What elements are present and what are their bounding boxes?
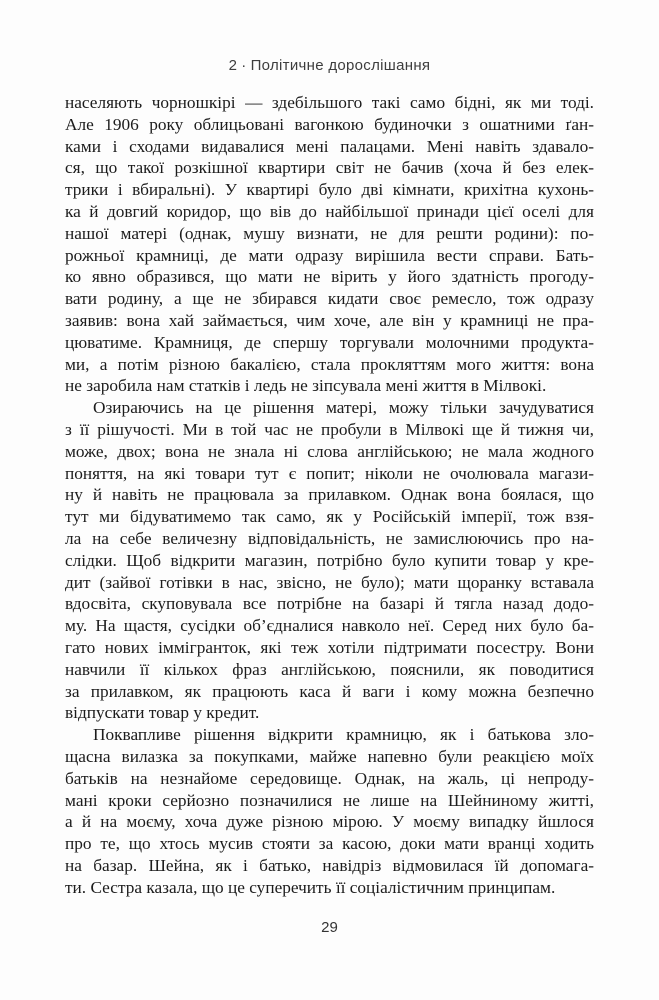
text-line: Озираючись на це рішення матері, можу тільки зачудуватися [93, 398, 594, 418]
text-line: ко явно образився, що мати не вірить у його здатність прогоду- [65, 267, 594, 287]
text-line: відпускати товар у кредит. [65, 703, 260, 723]
text-line: поняття, на які товари тут є попит; ніколи не очолювала магази- [65, 463, 594, 483]
text-line: ка й довгий коридор, що вів до найбільшої принади цієї оселі для [65, 201, 594, 221]
chapter-number: 2 [228, 57, 238, 74]
text-line: заявив: вона хай займається, чим хоче, але він у крамниці не пра- [65, 310, 594, 330]
text-line: Поквапливе рішення відкрити крамницю, як і батькова зло- [93, 725, 594, 745]
text-line: слідки. Щоб відкрити магазин, потрібно було купити товар у кре- [65, 550, 594, 570]
text-line: рожньої крамниці, де мати одразу вирішила вести справи. Бать- [65, 245, 594, 265]
text-line: а й на моєму, хоча дуже різною мірою. У моєму випадку йшлося [65, 812, 594, 832]
text-line: про те, що хтось мусив стояти за касою, доки мати вранці ходить [65, 834, 594, 854]
text-line: нашої матері (однак, мушу визнати, не для решти родини): по- [65, 223, 594, 243]
text-line: дит (зайвої готівки в нас, звісно, не було); мати щоранку вставала [65, 572, 594, 592]
text-line: з її рішучості. Ми в той час не пробули в Мілвокі ще й тижня чи, [65, 419, 594, 439]
text-line: вдосвіта, скуповувала все потрібне на базарі й тягла назад додо- [65, 594, 594, 614]
text-line: Але 1906 року облицьовані вагонкою будиночки з ошатними ґан- [65, 114, 594, 134]
body-text [65, 92, 594, 898]
text-line: тут ми бідуватимемо так само, як у Російській імперії, тож взя- [65, 507, 594, 527]
text-line: ками і сходами видавалися мені палацами. Мені навіть здавало- [65, 136, 594, 156]
running-header [0, 57, 659, 75]
text-line: на базар. Шейна, як і батько, навідріз відмовилася їй допомага- [65, 855, 594, 875]
text-line: ся, що такої розкішної квартири світ не бачив (хоча й без елек- [65, 158, 594, 178]
text-line: гато нових іммігранток, які теж хотіли підтримати посестру. Вони [65, 637, 594, 657]
text-line: щасна вилазка за покупками, майже напевно були реакцією моїх [65, 746, 594, 766]
text-line: мані кроки серйозно позначилися не лише на Шейниному житті, [65, 790, 594, 810]
text-line: ла на себе величезну відповідальність, не замислюючись про на- [65, 528, 594, 548]
text-line: ти. Сестра казала, що це суперечить її соціалістичним принципам. [65, 877, 556, 897]
chapter-title: Політичне дорослішання [250, 57, 431, 74]
text-line: ну й навіть не працювала за прилавком. Однак вона боялася, що [65, 485, 594, 505]
text-line: за прилавком, як працюють каса й ваги і кому можна безпечно [65, 681, 594, 701]
text-line: вати родину, а ще не збирався кидати своє ремесло, тож одразу [65, 289, 594, 309]
text-line: не заробила нам статків і ледь не зіпсувала мені життя в Мілвокі. [65, 376, 547, 396]
text-line: може, двох; вона не знала ні слова англійською; не мала жодного [65, 441, 594, 461]
page-number: 29 [321, 919, 338, 936]
header-separator: · [241, 57, 247, 74]
text-line: му. На щастя, сусідки об’єдналися навколо неї. Серед них було ба- [65, 616, 594, 636]
text-line: ми, а потім різною бакалією, стала прокляттям мого життя: вона [65, 354, 594, 374]
text-line: навчили її кількох фраз англійською, пояснили, як поводитися [65, 659, 594, 679]
text-line: цюватиме. Крамниця, де спершу торгували молочними продукта- [65, 332, 594, 352]
text-line: батьків на незнайоме середовище. Однак, на жаль, ці непроду- [65, 768, 594, 788]
text-line: населяють чорношкірі — здебільшого такі само бідні, як ми тоді. [65, 93, 594, 112]
text-line: трики і вбиральні). У квартирі було дві кімнати, крихітна кухонь- [65, 180, 594, 200]
